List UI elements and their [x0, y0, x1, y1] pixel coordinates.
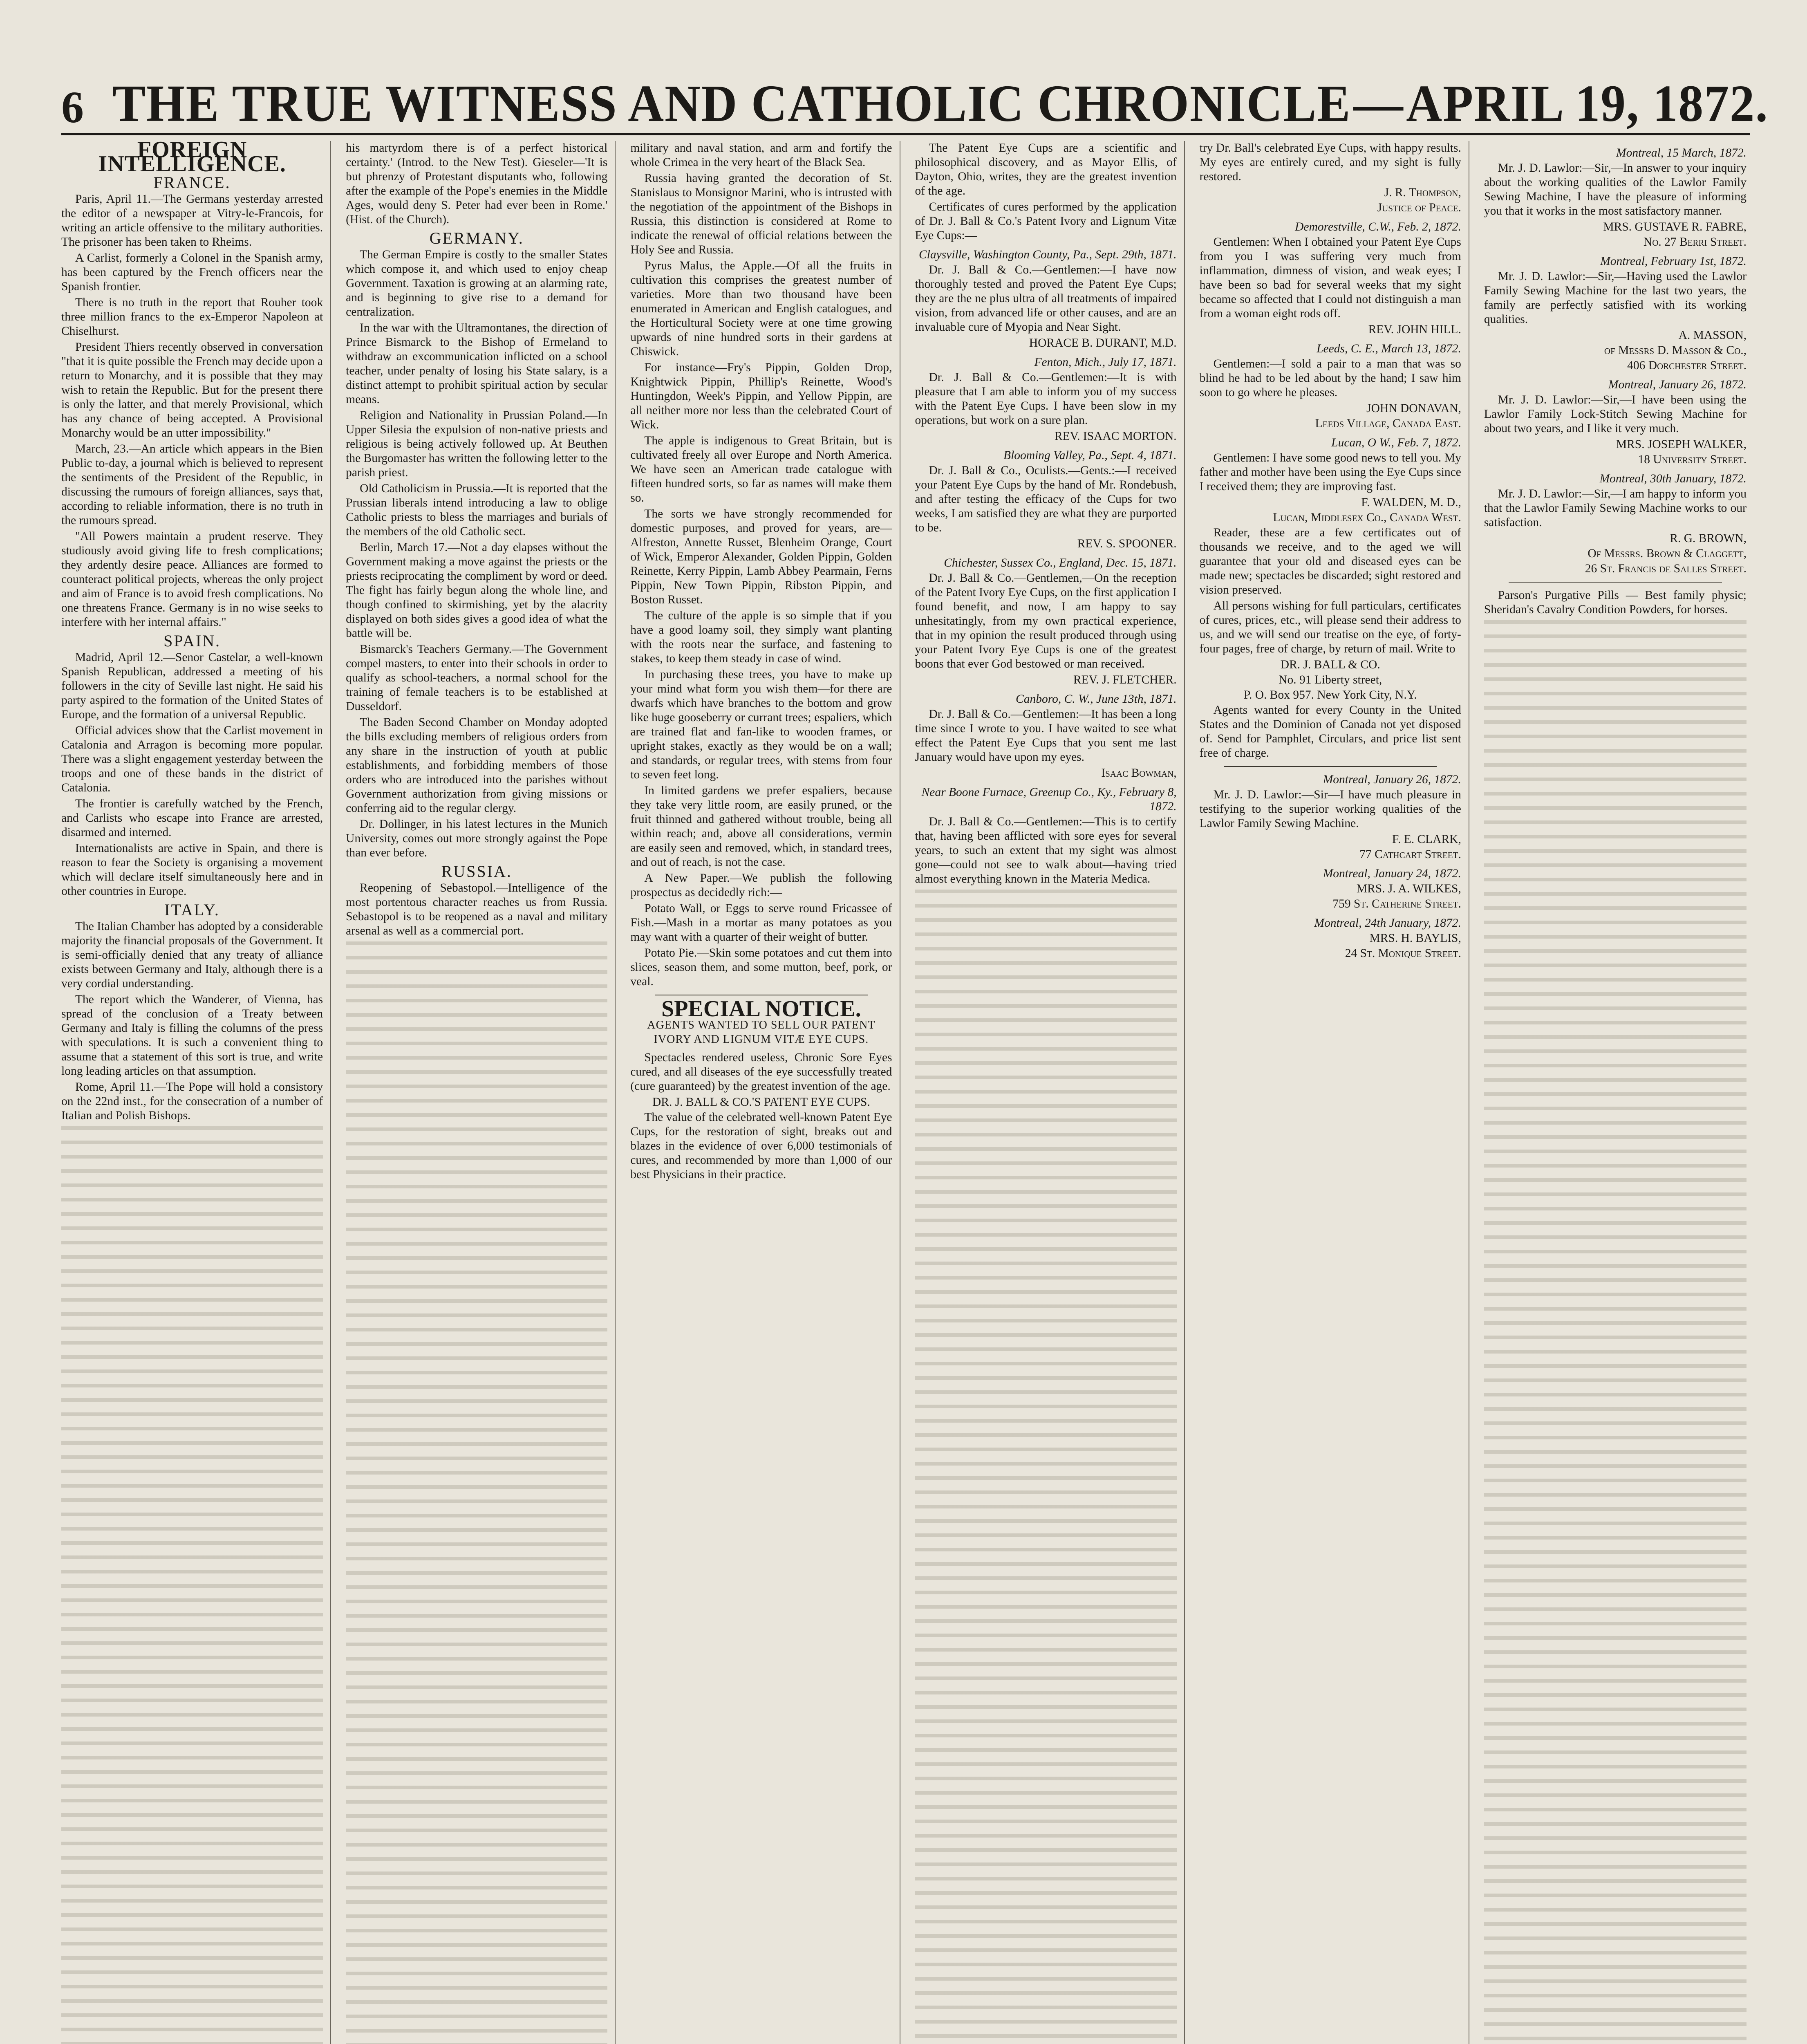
article-paragraph: "All Powers maintain a prudent reserve. They studiously avoid giving life to fresh complications; they ardently desire peace. Alliances are formed to counteract political projects, whereas the only project and aim of France is to avoid fresh complications. No one threatens France. Germany is in no wise seeks to interfere with her internal affairs." — [61, 530, 323, 629]
testimonial-paragraph: Mr. J. D. Lawlor:—Sir,—In answer to your inquiry about the working qualities of the Lawlor Family Sewing Machine, I have the pleasure of informing you that it works in the most satisfactory manner. — [1484, 161, 1747, 217]
letter-dateline: Blooming Valley, Pa., Sept. 4, 1871. — [1003, 449, 1177, 462]
article-paragraph: March, 23.—An article which appears in the Bien Public to-day, a journal which is believed to represent the sentiments of the President of the Republic, in discussing the rumours of foreign alliances, says that, according to reliable information, there is no truth in the rumours spread. — [61, 442, 323, 527]
letter-dateline: Montreal, January 26, 1872. — [1323, 773, 1461, 786]
article-paragraph: Reopening of Sebastopol.—Intelligence of the most portentous character reaches us from Russia. Sebastopol is to be reopened as a naval and military arsenal as well as a commercial port. — [346, 881, 608, 937]
advert-paragraph: The value of the celebrated well-known Patent Eye Cups, for the restoration of sight, breaks out and blazes in the evidence of over 6,000 testimonials of cures, and recommended by more than 1,000 of our best Physicians in their practice. — [630, 1111, 892, 1181]
testimonial-paragraph: Mr. J. D. Lawlor:—Sir,—Having used the Lawlor Family Sewing Machine for the last two years, the family are perfectly satisfied with its working qualities. — [1484, 270, 1747, 326]
testimonial-signature: MRS. J. A. WILKES, — [1356, 882, 1461, 895]
article-paragraph: The Baden Second Chamber on Monday adopted the bills excluding members of religious orders from any share in the instruction of youth at public establishments, and forbidding members of those orders who are introduced into the parishes without Government authorization from giving missions or conferring aid to the regular clergy. — [346, 716, 608, 815]
article-paragraph: In the war with the Ultramontanes, the direction of Prince Bismarck to the Bishop of Ermeland to withdraw an excommunication inflicted on a school teacher, under penalty of losing his State salary, is a distinct attempt to prohibit spiritual action by secular means. — [346, 321, 608, 406]
testimonial-signature-title: Of Messrs. Brown & Claggett, — [1588, 547, 1747, 560]
testimonial-signature: F. E. CLARK, — [1392, 833, 1461, 846]
letter-dateline: Chichester, Sussex Co., England, Dec. 15, 1871. — [944, 556, 1177, 569]
letter-dateline: Montreal, January 26, 1872. — [1608, 378, 1747, 391]
column-4 — [915, 141, 1185, 2044]
article-paragraph: Official advices show that the Carlist movement in Catalonia and Arragon is becoming more popular. There was a slight engagement yesterday between the troops and one of these bands in the district of Catalonia. — [61, 724, 323, 794]
advert-address: No. 91 Liberty street, — [1279, 673, 1382, 686]
article-paragraph: Bismarck's Teachers Germany.—The Government compel masters, to enter into their schools in order to qualify as school-teachers, a normal school for the training of female teachers is to be established at Dusseldorf. — [346, 643, 608, 713]
country-heading-france: FRANCE. — [153, 173, 231, 192]
testimonial-paragraph: Gentlemen:—I sold a pair to a man that was so blind he had to be led about by the hand; I saw him soon to go where he pleases. — [1199, 357, 1461, 399]
article-paragraph: A New Paper.—We publish the following prospectus as decidedly rich:— — [630, 872, 892, 899]
article-paragraph: There is no truth in the report that Rouher took three million francs to the ex-Emperor Napoleon at Chiselhurst. — [61, 296, 323, 338]
advert-paragraph: Agents wanted for every County in the United States and the Dominion of Canada not yet disposed of. Send for Pamphlet, Circulars, and price list sent free of charge. — [1199, 704, 1461, 760]
country-heading-russia: RUSSIA. — [441, 862, 512, 881]
title-dash: — — [1353, 74, 1404, 132]
article-paragraph: Rome, April 11.—The Pope will hold a consistory on the 22nd inst., for the consecration of a number of Italian and Polish Bishops. — [61, 1080, 323, 1122]
continued-text — [915, 890, 1177, 2044]
article-paragraph: Potato Pie.—Skin some potatoes and cut them into slices, season them, and some mutton, beef, pork, or veal. — [630, 946, 892, 988]
newspaper-name: THE TRUE WITNESS AND CATHOLIC CHRONICLE — [112, 74, 1351, 132]
country-heading-germany: GERMANY. — [429, 229, 524, 247]
column-5 — [1200, 141, 1469, 2044]
article-paragraph: military and naval station, and arm and fortify the whole Crimea in the very heart of the Black Sea. — [630, 141, 892, 169]
testimonial-signature: F. WALDEN, M. D., — [1361, 496, 1461, 509]
testimonial-signature-title: Lucan, Middlesex Co., Canada West. — [1273, 511, 1461, 524]
testimonial-signature: REV. S. SPOONER. — [1077, 537, 1177, 550]
page-title — [112, 74, 1769, 133]
letter-dateline: Montreal, 24th January, 1872. — [1314, 917, 1461, 930]
testimonial-paragraph: Gentlemen: I have some good news to tell you. My father and mother have been using the Eye Cups since I received them; they are improving fast. — [1199, 451, 1461, 493]
article-paragraph: The frontier is carefully watched by the French, and Carlists who escape into France are arrested, disarmed and interned. — [61, 797, 323, 839]
article-paragraph: Internationalists are active in Spain, and there is reason to fear the Society is organising a movement which will declare itself simultaneously here and in other countries in Europe. — [61, 842, 323, 898]
article-columns — [61, 141, 1754, 2044]
special-notice-subheading: AGENTS WANTED TO SELL OUR PATENT IVORY AND LIGNUM VITÆ EYE CUPS. — [647, 1019, 876, 1046]
article-paragraph: The German Empire is costly to the smaller States which compose it, and which used to enjoy cheap Government. Taxation is growing at an alarming rate, and is beginning to give rise to a demand for centralization. — [346, 248, 608, 318]
testimonial-signature: MRS. GUSTAVE R. FABRE, — [1603, 220, 1747, 233]
testimonial-signature-title: 759 St. Catherine Street. — [1332, 897, 1461, 910]
testimonial-signature: J. R. Thompson, — [1384, 186, 1461, 199]
testimonial-signature-title: 24 St. Monique Street. — [1345, 947, 1461, 960]
article-paragraph: Old Catholicism in Prussia.—It is reported that the Prussian liberals intend introducing a law to oblige Catholic priests to bless the marriages and burials of the members of the old Catholic sect. — [346, 482, 608, 538]
testimonial-signature-title: 406 Dorchester Street. — [1627, 359, 1747, 372]
letter-dateline: Montreal, February 1st, 1872. — [1600, 255, 1747, 268]
country-heading-spain: SPAIN. — [163, 632, 221, 650]
column-3 — [630, 141, 900, 2044]
testimonial-paragraph: Dr. J. Ball & Co.—Gentlemen:—This is to certify that, having been afflicted with sore eyes for several years, to such an extent that my sight was almost gone—could not see to walk about—having tried almost everything known in the Materia Medica. — [915, 815, 1177, 885]
testimonial-paragraph: Dr. J. Ball & Co.—Gentlemen:—It has been a long time since I wrote to you. I have waited to see what effect the Patent Eye Cups that you sent me last January would have upon my eyes. — [915, 708, 1177, 764]
advert-paragraph: All persons wishing for full particulars, certificates of cures, prices, etc., will please send their address to us, and we will send our treatise on the eye, of forty-four pages, free of charge, by return of mail. Write to — [1199, 599, 1461, 655]
advert-paragraph: Reader, these are a few certificates out of thousands we receive, and to the aged we will guarantee that your old and diseased eyes can be made new; spectacles be discarded; sight restored and vision preserved. — [1199, 526, 1461, 596]
letter-dateline: Canboro, C. W., June 13th, 1871. — [1016, 693, 1177, 706]
testimonial-signature: R. G. BROWN, — [1670, 532, 1747, 545]
page-number: 6 — [61, 82, 84, 132]
letter-dateline: Demorestville, C.W., Feb. 2, 1872. — [1295, 220, 1461, 233]
continued-text — [1484, 620, 1747, 2044]
advert-paragraph: Parson's Purgative Pills — Best family physic; Sheridan's Cavalry Condition Powders, for horses. — [1484, 589, 1747, 616]
divider — [1224, 766, 1437, 767]
continued-text — [346, 941, 607, 2044]
divider — [1509, 582, 1722, 583]
article-paragraph: Madrid, April 12.—Senor Castelar, a well-known Spanish Republican, addressed a meeting of his followers in the city of Seville last night. He said his party aspired to the formation of the United States of Europe, and the formation of a universal Republic. — [61, 651, 323, 721]
special-notice-heading: SPECIAL NOTICE. — [661, 996, 861, 1022]
testimonial-paragraph: Mr. J. D. Lawlor:—Sir,—I am happy to inform you that the Lawlor Family Sewing Machine works to our satisfaction. — [1484, 487, 1747, 529]
testimonial-signature-title: No. 27 Berri Street. — [1643, 235, 1747, 249]
article-paragraph: Russia having granted the decoration of St. Stanislaus to Monsignor Marini, who is intrusted with the negotiation of the appointment of the Bishops in Russia, this distinction is considered at Rome to indicate the renewal of official relations between the Holy See and Russia. — [630, 172, 892, 256]
letter-dateline: Montreal, January 24, 1872. — [1323, 867, 1461, 880]
article-paragraph: A Carlist, formerly a Colonel in the Spanish army, has been captured by the French officers near the Spanish frontier. — [61, 251, 323, 293]
article-paragraph: Berlin, March 17.—Not a day elapses without the Government making a move against the priests or the priests reciprocating the compliment by word or deed. The fight has fairly begun along the whole line, and though confined to skirmishing, yet by the alacrity displayed on both sides gives a good idea of what the battle will be. — [346, 541, 608, 640]
masthead — [61, 72, 1769, 135]
continued-text — [61, 1126, 323, 2044]
article-paragraph: Dr. Dollinger, in his latest lectures in the Munich University, comes out more strongly against the Pope than ever before. — [346, 818, 608, 859]
letter-dateline: Lucan, O W., Feb. 7, 1872. — [1331, 436, 1461, 449]
testimonial-signature: Isaac Bowman, — [1101, 766, 1177, 780]
letter-dateline: Fenton, Mich., July 17, 1871. — [1034, 356, 1177, 369]
letter-dateline: Claysville, Washington County, Pa., Sept. 29th, 1871. — [918, 248, 1177, 261]
testimonial-signature: MRS. H. BAYLIS, — [1369, 932, 1461, 945]
advert-product-heading: DR. J. BALL & CO.'S PATENT EYE CUPS. — [652, 1096, 870, 1109]
testimonial-paragraph: Gentlemen: When I obtained your Patent Eye Cups from you I was suffering very much from inflammation, dimness of vision, and weak eyes; I have been so bad for several weeks that my sight became so affected that I could not distinguish a man from a woman eight rods off. — [1199, 235, 1461, 320]
advert-paragraph: Spectacles rendered useless, Chronic Sore Eyes cured, and all diseases of the eye successfully treated (cure guaranteed) by the greatest invention of the age. — [630, 1051, 892, 1093]
testimonial-signature-title: 18 University Street. — [1638, 453, 1747, 466]
advert-paragraph: Certificates of cures performed by the application of Dr. J. Ball & Co.'s Patent Ivory and Lignum Vitæ Eye Cups:— — [915, 200, 1177, 242]
testimonial-signature-title: Justice of Peace. — [1377, 201, 1461, 214]
article-paragraph: The Italian Chamber has adopted by a considerable majority the financial proposals of the Government. It is semi-officially denied that any treaty of alliance exists between Germany and Italy, although there is a very cordial understanding. — [61, 920, 323, 990]
testimonial-paragraph: Dr. J. Ball & Co., Oculists.—Gents.:—I received your Patent Eye Cups by the hand of Mr. Rondebush, and after testing the efficacy of the Cups for two weeks, I am satisfied they are what they are purported to be. — [915, 464, 1177, 534]
section-heading: FOREIGN INTELLIGENCE. — [98, 141, 286, 177]
article-paragraph: Pyrus Malus, the Apple.—Of all the fruits in cultivation this comprises the greatest number of varieties. More than two thousand have been enumerated in American and English catalogues, and the Horticultural Society were at one time growing upwards of nine hundred sorts in their gardens at Chiswick. — [630, 259, 892, 358]
letter-dateline: Near Boone Furnace, Greenup Co., Ky., February 8, 1872. — [921, 786, 1177, 813]
article-paragraph: The apple is indigenous to Great Britain, but is cultivated freely all over Europe and North America. We have seen an American trade catalogue with fifteen hundred sorts, so far as names will make them so. — [630, 434, 892, 504]
testimonial-signature-title: 26 St. Francis de Salles Street. — [1585, 562, 1747, 575]
testimonial-signature: REV. JOHN HILL. — [1368, 323, 1461, 336]
article-paragraph: In purchasing these trees, you have to make up your mind what form you wish them—for there are dwarfs which have branches to the bottom and grow like huge gooseberry or currant trees; espaliers, which are trained flat and fan-like to wooden frames, or upright stakes, exactly as they would be on a wall; and standards, or regular trees, with stems from four to seven feet long. — [630, 668, 892, 781]
testimonial-signature: REV. J. FLETCHER. — [1073, 673, 1177, 686]
article-paragraph: Paris, April 11.—The Germans yesterday arrested the editor of a newspaper at Vitry-le-Francois, for writing an article offensive to the military authorities. The prisoner has been taken to Rheims. — [61, 193, 323, 249]
testimonial-signature-title: Leeds Village, Canada East. — [1315, 417, 1461, 430]
testimonial-paragraph: Dr. J. Ball & Co.—Gentlemen:—I have now thoroughly tested and proved the Patent Eye Cups; they are the ne plus ultra of all treatments of impaired vision, from advanced life or other causes, and are an invaluable cure of Myopia and Near Sight. — [915, 263, 1177, 334]
testimonial-signature-title: 77 Cathcart Street. — [1359, 848, 1461, 861]
article-paragraph: Religion and Nationality in Prussian Poland.—In Upper Silesia the expulsion of non-native priests and religious is being actively followed up. At Beuthen the Burgomaster has written the following letter to the parish priest. — [346, 409, 608, 479]
column-6 — [1484, 141, 1754, 2044]
testimonial-signature: HORACE B. DURANT, M.D. — [1029, 336, 1177, 350]
column-2 — [346, 141, 616, 2044]
testimonial-signature: JOHN DONAVAN, — [1366, 402, 1461, 415]
testimonial-paragraph: Dr. J. Ball & Co.—Gentlemen:—It is with pleasure that I am able to inform you of my success with the Patent Eye Cups. I have been slow in my operations, but work on a sure plan. — [915, 371, 1177, 427]
country-heading-italy: ITALY. — [164, 901, 220, 919]
testimonial-signature-title: of Messrs D. Masson & Co., — [1604, 344, 1747, 357]
testimonial-signature: REV. ISAAC MORTON. — [1054, 430, 1177, 443]
article-paragraph: Potato Wall, or Eggs to serve round Fricassee of Fish.—Mash in a mortar as many potatoes as you may want with a quarter of their weight of butter. — [630, 902, 892, 944]
letter-dateline: Montreal, 30th January, 1872. — [1599, 472, 1747, 485]
column-1 — [61, 141, 331, 2044]
article-paragraph: his martyrdom there is of a perfect historical certainty.' (Introd. to the New Test). Gieseler—'It is but phrenzy of Protestant disputants who, following after the example of the Pope's enemies in the Middle Ages, would deny S. Peter had ever been in Rome.' (Hist. of the Church). — [346, 141, 608, 226]
advert-address: DR. J. BALL & CO. — [1280, 658, 1380, 671]
testimonial-paragraph: Mr. J. D. Lawlor:—Sir,—I have been using the Lawlor Family Lock-Stitch Sewing Machine for about two years, and I like it very much. — [1484, 393, 1747, 435]
issue-date: APRIL 19, 1872. — [1406, 74, 1769, 132]
testimonial-paragraph: Dr. J. Ball & Co.—Gentlemen,—On the reception of the Patent Ivory Eye Cups, on the first application I found benefit, and now, I am happy to say unhesitatingly, from my own practical experience, that in my opinion the result produced through using your Patent Ivory Eye Cups is one of the greatest boons that ever God bestowed or man received. — [915, 572, 1177, 670]
article-paragraph: The culture of the apple is so simple that if you have a good loamy soil, they simply want planting with the roots near the surface, and fastening to stakes, to keep them steady in case of wind. — [630, 609, 892, 665]
advert-paragraph: The Patent Eye Cups are a scientific and philosophical discovery, and as Mayor Ellis, of Dayton, Ohio, writes, they are the greatest invention of the age. — [915, 141, 1177, 197]
advert-address: P. O. Box 957. New York City, N.Y. — [1243, 688, 1417, 702]
letter-dateline: Montreal, 15 March, 1872. — [1616, 146, 1747, 159]
article-paragraph: The report which the Wanderer, of Vienna, has spread of the conclusion of a Treaty between Germany and Italy is filling the columns of the press with speculations. It is such a convenient thing to assume that a statement of this sort is true, and write long leading articles on that assumption. — [61, 993, 323, 1078]
testimonial-paragraph: Mr. J. D. Lawlor:—Sir—I have much pleasure in testifying to the superior working qualities of the Lawlor Family Sewing Machine. — [1199, 788, 1461, 830]
testimonial-signature: A. MASSON, — [1678, 329, 1747, 342]
testimonial-signature: MRS. JOSEPH WALKER, — [1616, 438, 1747, 451]
article-paragraph: The sorts we have strongly recommended for domestic purposes, and proved for years, are—Alfreston, Annette Russet, Blenheim Orange, Court of Wick, Emperor Alexander, Golden Pippin, Golden Reinette, Kerry Pippin, Lamb Abbey Pearmain, Ferns Pippin, New Town Pippin, Ribston Pippin, and Boston Russet. — [630, 507, 892, 606]
article-paragraph: President Thiers recently observed in conversation "that it is quite possible the French may decide upon a return to Monarchy, and it is possible that they may wish to retain the Republic. But for the present there is only the latter, and that merely Provisional, which has any chance of being accepted. A Provisional Monarchy would be an utter impossibility." — [61, 341, 323, 439]
article-paragraph: In limited gardens we prefer espaliers, because they take very little room, are easily pruned, or the fruit thinned and gathered without trouble, being all within reach; and, above all considerations, vermin are easily seen and removed, which, in standard trees, and out of reach, is not the case. — [630, 784, 892, 869]
testimonial-paragraph: try Dr. Ball's celebrated Eye Cups, with happy results. My eyes are entirely cured, and my sight is fully restored. — [1199, 141, 1461, 183]
letter-dateline: Leeds, C. E., March 13, 1872. — [1317, 342, 1461, 355]
article-paragraph: For instance—Fry's Pippin, Golden Drop, Knightwick Pippin, Phillip's Reinette, Wood's Huntingdon, Week's Pippin, and Yellow Pippin, are all neither more nor less than the celebrated Court of Wick. — [630, 361, 892, 431]
